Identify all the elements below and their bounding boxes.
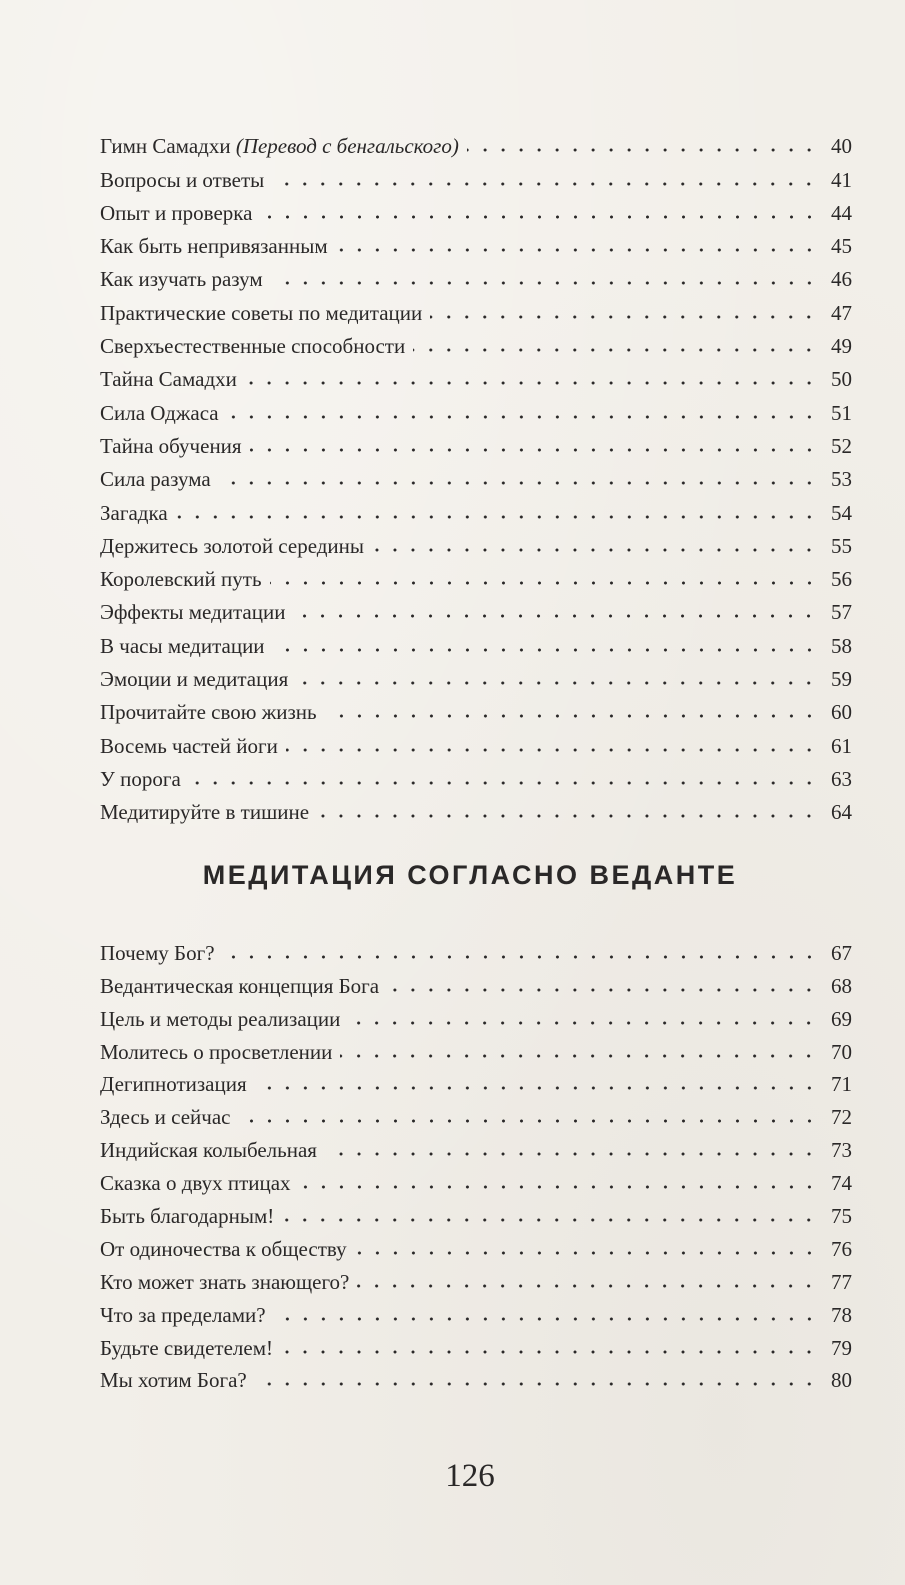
- toc-entry-page: 50: [831, 367, 852, 392]
- toc-entry: [100, 692, 852, 725]
- toc-entry-page: 72: [831, 1105, 852, 1130]
- dot-leader: [189, 780, 818, 786]
- toc-entry-title-text: Эмоции и медитация: [100, 667, 289, 692]
- toc-entry-title: [100, 133, 459, 159]
- dot-leader: [270, 580, 818, 586]
- toc-entry: [100, 492, 852, 525]
- dot-leader: [227, 414, 818, 420]
- toc-entry: [100, 359, 852, 392]
- toc-section-vedanta: [100, 933, 852, 1393]
- toc-entry-page: 51: [831, 400, 852, 425]
- toc-entry-title-text: Опыт и проверка: [100, 200, 253, 225]
- toc-entry-page: 80: [831, 1368, 852, 1393]
- toc-entry-page: 55: [831, 533, 852, 558]
- toc-entry-title-text: В часы медитации: [100, 633, 265, 658]
- toc-entry-page: 75: [831, 1204, 852, 1229]
- toc-entry: [100, 1196, 852, 1229]
- toc-entry-title: [100, 940, 215, 966]
- toc-entry-title: [100, 633, 265, 659]
- toc-entry: [100, 1361, 852, 1394]
- toc-section-yoga: [100, 126, 852, 825]
- toc-entry: [100, 226, 852, 259]
- toc-entry-title-text: Медитируйте в тишине: [100, 800, 310, 825]
- toc-entry-title: [100, 167, 264, 193]
- toc-entry-title-text: Сверхъестественные способности: [100, 334, 406, 359]
- dot-leader: [281, 1349, 818, 1355]
- page-number: 126: [445, 1458, 495, 1494]
- toc-entry: [100, 259, 852, 292]
- dot-leader: [355, 1250, 818, 1256]
- toc-entry: [100, 1328, 852, 1361]
- dot-leader: [274, 1316, 818, 1322]
- toc-entry-title: [100, 599, 285, 625]
- toc-entry-title-text: Индийская колыбельная: [100, 1138, 317, 1163]
- toc-entry-page: 56: [831, 567, 852, 592]
- toc-entry-title: [100, 1302, 266, 1328]
- toc-entry-page: 40: [831, 134, 852, 159]
- toc-entry-page: 41: [831, 167, 852, 192]
- toc-entry: [100, 1262, 852, 1295]
- toc-entry: [100, 559, 852, 592]
- toc-entry-title: [100, 400, 219, 426]
- toc-entry: [100, 392, 852, 425]
- dot-leader: [273, 647, 818, 653]
- toc-entry: [100, 126, 852, 159]
- toc-entry-title-text: Гимн Самадхи: [100, 134, 236, 159]
- toc-entry-title: [100, 233, 328, 259]
- dot-leader: [372, 547, 818, 553]
- dot-leader: [296, 680, 818, 686]
- toc-entry-page: 58: [831, 633, 852, 658]
- toc-entry-title-text: Тайна Самадхи: [100, 367, 237, 392]
- dot-leader: [430, 314, 818, 320]
- toc-entry-page: 71: [831, 1072, 852, 1097]
- toc-entry-page: 61: [831, 733, 852, 758]
- toc-entry-page: 68: [831, 973, 852, 998]
- toc-entry-page: 49: [831, 334, 852, 359]
- toc-entry-page: 78: [831, 1302, 852, 1327]
- toc-entry-title-text: Ведантическая концепция Бога: [100, 973, 380, 998]
- toc-entry-title-text: Практические советы по медитации: [100, 300, 423, 325]
- toc-entry-title: [100, 733, 278, 759]
- toc-entry: [100, 526, 852, 559]
- toc-entry-title-text: Здесь и сейчас: [100, 1105, 231, 1130]
- dot-leader: [336, 247, 818, 253]
- toc-entry: [100, 1295, 852, 1328]
- toc-entry: [100, 659, 852, 692]
- toc-entry-title-text: Тайна обучения: [100, 433, 242, 458]
- toc-entry: [100, 933, 852, 966]
- toc-entry-title-text: Королевский путь: [100, 567, 262, 592]
- toc-entry: [100, 725, 852, 758]
- toc-entry-title-text: Что за пределами?: [100, 1302, 266, 1327]
- toc-entry-title: [100, 533, 364, 559]
- toc-entry: [100, 459, 852, 492]
- dot-leader: [250, 447, 818, 453]
- toc-entry-title: [100, 1170, 291, 1196]
- toc-entry-page: 69: [831, 1006, 852, 1031]
- toc-entry-title: [100, 1137, 317, 1163]
- toc-entry: [100, 966, 852, 999]
- toc-entry: [100, 193, 852, 226]
- toc-entry-page: 60: [831, 700, 852, 725]
- toc-entry-title-text: Сила разума: [100, 467, 211, 492]
- dot-leader: [261, 214, 819, 220]
- toc-entry-title-text: Дегипнотизация: [100, 1072, 247, 1097]
- toc-entry-note: (Перевод с бенгальского): [235, 134, 459, 159]
- toc-entry: [100, 159, 852, 192]
- dot-leader: [282, 1217, 818, 1223]
- toc-entry: [100, 592, 852, 625]
- toc-entry-title: [100, 1236, 347, 1262]
- dot-leader: [467, 147, 818, 153]
- toc-entry: [100, 1032, 852, 1065]
- toc-entry-page: 47: [831, 300, 852, 325]
- dot-leader: [340, 1053, 818, 1059]
- toc-entry: [100, 792, 852, 825]
- dot-leader: [272, 181, 818, 187]
- toc-entry-page: 44: [831, 200, 852, 225]
- toc-entry-title: [100, 466, 211, 492]
- toc-entry-title: [100, 1269, 349, 1295]
- toc-entry-title-text: Как изучать разум: [100, 267, 263, 292]
- toc-entry-title-text: Быть благодарным!: [100, 1204, 275, 1229]
- toc-entry-title-text: Сила Оджаса: [100, 400, 219, 425]
- toc-entry-page: 67: [831, 940, 852, 965]
- dot-leader: [348, 1020, 818, 1026]
- toc-entry-page: 64: [831, 800, 852, 825]
- dot-leader: [255, 1085, 818, 1091]
- toc-entry-title-text: Почему Бог?: [100, 940, 215, 965]
- toc-entry-title: [100, 1039, 332, 1065]
- toc-entry-title-text: Цель и методы реализации: [100, 1006, 341, 1031]
- toc-entry-title: [100, 973, 379, 999]
- toc-entry-title-text: Вопросы и ответы: [100, 167, 265, 192]
- dot-leader: [299, 1184, 818, 1190]
- toc-entry: [100, 625, 852, 658]
- toc-entry-title: [100, 366, 237, 392]
- toc-entry-title: [100, 200, 253, 226]
- toc-entry-title: [100, 566, 262, 592]
- toc-entry-title-text: Прочитайте свою жизнь: [100, 700, 317, 725]
- toc-entry-title: [100, 766, 181, 792]
- toc-entry-title: [100, 666, 288, 692]
- toc-entry-page: 73: [831, 1138, 852, 1163]
- section-heading: МЕДИТАЦИЯ СОГЛАСНО ВЕДАНТЕ: [202, 860, 738, 890]
- toc-entry: [100, 1229, 852, 1262]
- dot-leader: [223, 954, 818, 960]
- toc-entry-title-text: У порога: [100, 766, 181, 791]
- toc-entry-page: 63: [831, 766, 852, 791]
- dot-leader: [357, 1283, 818, 1289]
- toc-entry-title-text: Как быть непривязанным: [100, 234, 328, 259]
- toc-entry: [100, 1163, 852, 1196]
- toc-entry-page: 74: [831, 1171, 852, 1196]
- toc-entry-title-text: Держитесь золотой середины: [100, 533, 365, 558]
- toc-entry-title-text: Мы хотим Бога?: [100, 1368, 247, 1393]
- dot-leader: [413, 347, 818, 353]
- toc-entry-page: 52: [831, 433, 852, 458]
- toc-entry-title-text: Эффекты медитации: [100, 600, 286, 625]
- dot-leader: [255, 1381, 818, 1387]
- toc-entry: [100, 1065, 852, 1098]
- toc-entry-title: [100, 1006, 340, 1032]
- toc-entry: [100, 426, 852, 459]
- toc-entry-title: [100, 1104, 231, 1130]
- toc-entry-title: [100, 433, 242, 459]
- toc-entry-title-text: От одиночества к обществу: [100, 1236, 347, 1261]
- toc-entry-title: [100, 1203, 274, 1229]
- toc-entry-title-text: Молитесь о просветлении: [100, 1039, 333, 1064]
- dot-leader: [239, 1118, 818, 1124]
- toc-entry-title-text: Сказка о двух птицах: [100, 1171, 291, 1196]
- toc-entry-page: 57: [831, 600, 852, 625]
- toc-entry: [100, 292, 852, 325]
- toc-entry: [100, 1130, 852, 1163]
- dot-leader: [176, 514, 818, 520]
- toc-entry-title: [100, 799, 309, 825]
- toc-entry: [100, 759, 852, 792]
- toc-entry-title: [100, 300, 422, 326]
- toc-entry-page: 76: [831, 1236, 852, 1261]
- toc-entry: [100, 1097, 852, 1130]
- toc-entry-page: 79: [831, 1335, 852, 1360]
- toc-entry-title-text: Восемь частей йоги: [100, 733, 278, 758]
- dot-leader: [325, 1151, 818, 1157]
- dot-leader: [293, 613, 818, 619]
- toc-entry-title: [100, 266, 263, 292]
- toc-entry-page: 46: [831, 267, 852, 292]
- toc-entry-title: [100, 1335, 273, 1361]
- dot-leader: [271, 280, 818, 286]
- dot-leader: [325, 713, 818, 719]
- toc-entry-title: [100, 699, 317, 725]
- toc-entry-page: 53: [831, 467, 852, 492]
- dot-leader: [387, 987, 818, 993]
- dot-leader: [286, 747, 818, 753]
- toc-entry-page: 77: [831, 1269, 852, 1294]
- toc-entry-title-text: Загадка: [100, 500, 168, 525]
- toc-entry-title: [100, 333, 405, 359]
- toc-entry-page: 59: [831, 667, 852, 692]
- toc-entry-page: 54: [831, 500, 852, 525]
- toc-entry-page: 70: [831, 1039, 852, 1064]
- toc-entry-title-text: Будьте свидетелем!: [100, 1335, 273, 1360]
- toc-entry: [100, 326, 852, 359]
- dot-leader: [317, 813, 818, 819]
- toc-entry: [100, 999, 852, 1032]
- dot-leader: [219, 480, 818, 486]
- toc-entry-title-text: Кто может знать знающего?: [100, 1269, 350, 1294]
- toc-entry-title: [100, 1071, 247, 1097]
- toc-entry-title: [100, 500, 168, 526]
- toc-entry-title: [100, 1367, 247, 1393]
- dot-leader: [245, 380, 818, 386]
- toc-entry-page: 45: [831, 234, 852, 259]
